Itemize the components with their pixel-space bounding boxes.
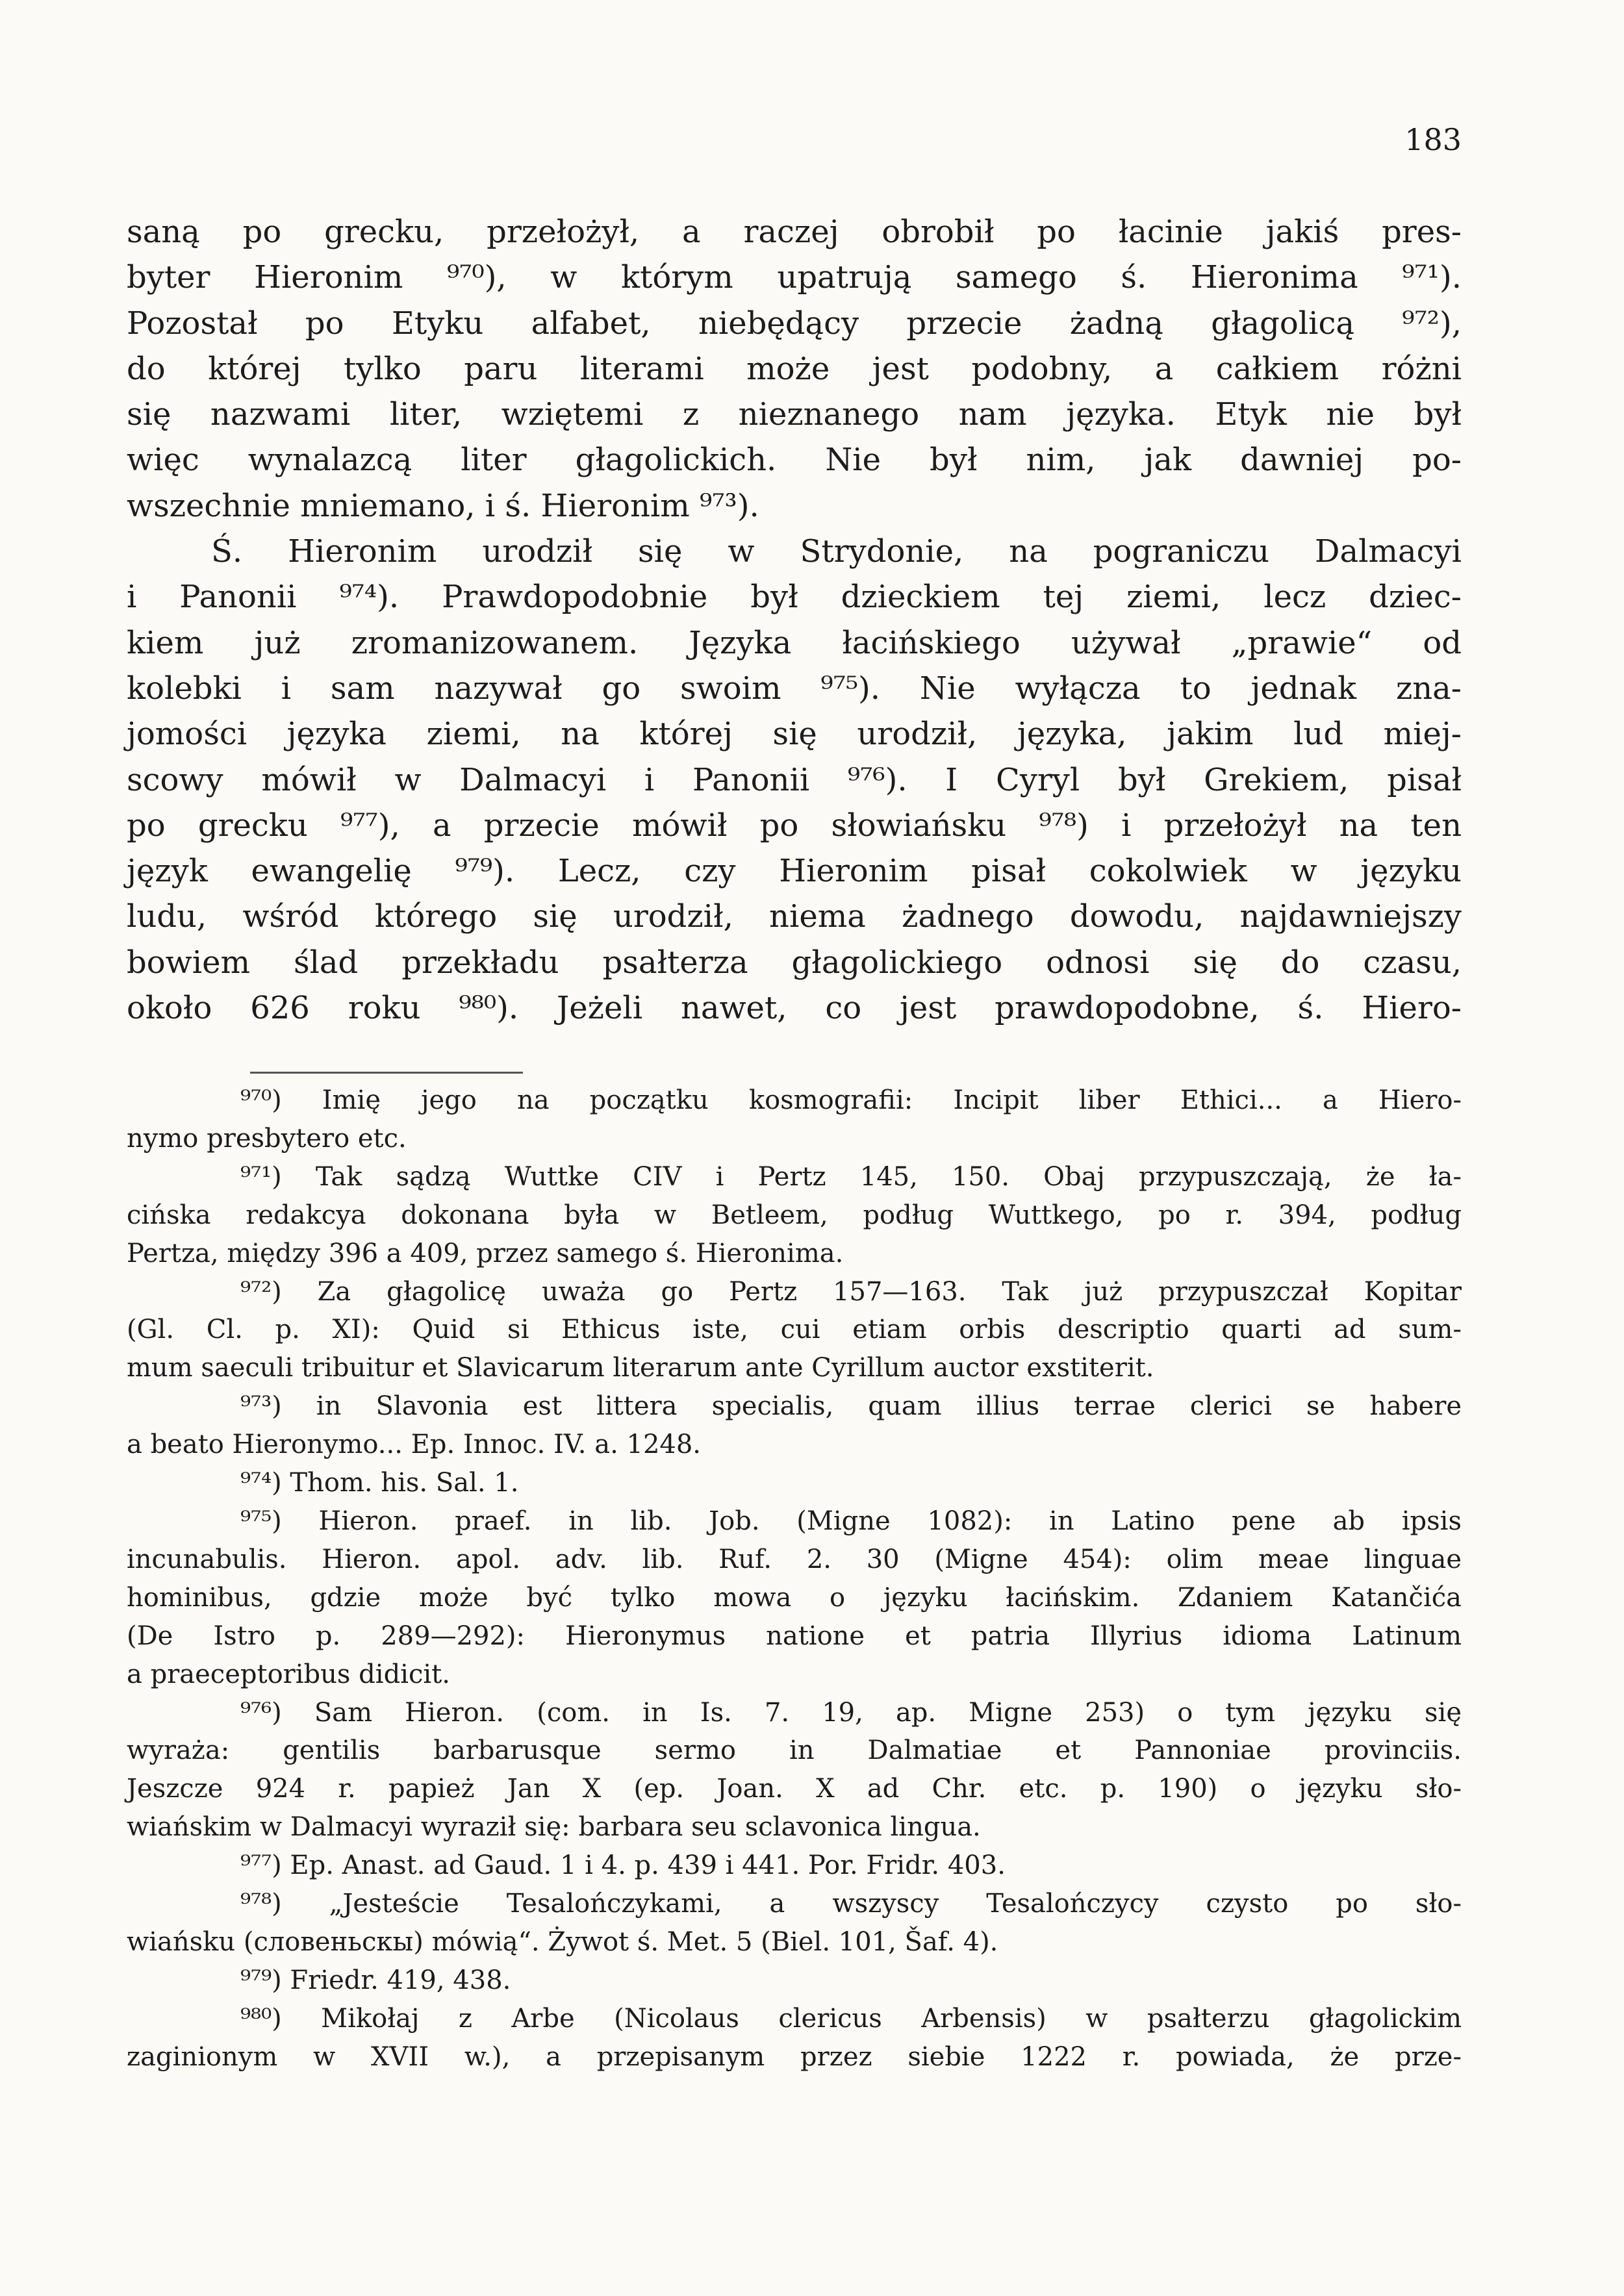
footnote-line: ⁹⁷⁹) Friedr. 419, 438. [240,1965,511,1995]
footnote-line: ⁹⁷¹) Tak sądzą Wuttke CIV i Pertz 145, 150. Obaj przypuszczają, że ła- [240,1161,1462,1192]
text-line: do której tylko paru literami może jest podobny, a całkiem różni [127,350,1462,387]
text-line: po grecku ⁹⁷⁷), a przecie mówił po słowiańsku ⁹⁷⁸) i przełożył na ten [127,807,1462,844]
footnote-line: ⁹⁷⁵) Hieron. praef. in lib. Job. (Migne 1082): in Latino pene ab ipsis [240,1506,1462,1536]
text-line: ludu, wśród którego się urodził, niema żadnego dowodu, najdawniejszy [127,898,1462,935]
footnote-line: Jeszcze 924 r. papież Jan X (ep. Joan. X ad Chr. etc. p. 190) o języku sło- [127,1774,1462,1804]
text-line: Pozostał po Etyku alfabet, niebędący przecie żadną głagolicą ⁹⁷²), [127,305,1462,342]
footnote-line: cińska redakcya dokonana była w Betleem, podług Wuttkego, po r. 394, podług [127,1200,1462,1230]
text-line: bowiem ślad przekładu psałterza głagolickiego odnosi się do czasu, [127,944,1462,981]
footnote-line: ⁹⁷⁸) „Jesteście Tesalończykami, a wszyscy Tesalończycy czysto po sło- [240,1889,1462,1919]
footnote-line: ⁹⁷⁶) Sam Hieron. (com. in Is. 7. 19, ap. Migne 253) o tym języku się [240,1697,1462,1728]
text-line: kolebki i sam nazywał go swoim ⁹⁷⁵). Nie wyłącza to jednak zna- [127,670,1462,707]
footnote-line: mum saeculi tribuitur et Slavicarum literarum ante Cyrillum auctor exstiterit. [127,1353,1154,1383]
text-line: około 626 roku ⁹⁸⁰). Jeżeli nawet, co jest prawdopodobne, ś. Hiero- [127,990,1462,1027]
footnote-line: a beato Hieronymo... Ep. Innoc. IV. a. 1248. [127,1430,702,1460]
text-line: jomości języka ziemi, na której się urodził, języka, jakim lud miej- [127,716,1462,753]
text-line: scowy mówił w Dalmacyi i Panonii ⁹⁷⁶). I Cyryl był Grekiem, pisał [127,761,1462,798]
text-line: saną po grecku, przełożył, a raczej obrobił po łacinie jakiś pres- [127,214,1462,250]
footnote-line: ⁹⁷³) in Slavonia est littera specialis, quam illius terrae clerici se habere [240,1391,1462,1422]
footnote-line: (De Istro p. 289—292): Hieronymus natione et patria Illyrius idioma Latinum [127,1621,1462,1651]
footnote-line: ⁹⁸⁰) Mikołaj z Arbe (Nicolaus clericus Arbensis) w psałterzu głagolickim [240,2003,1462,2034]
text-line: więc wynalazcą liter głagolickich. Nie był nim, jak dawniej po- [127,442,1462,479]
footnote-line: hominibus, gdzie może być tylko mowa o języku łacińskim. Zdaniem Katančića [127,1582,1462,1613]
footnote-line: a praeceptoribus didicit. [127,1659,450,1689]
footnote-line: nymo presbytero etc. [127,1123,407,1154]
footnote-separator [250,1072,523,1074]
footnote-line: ⁹⁷²) Za głagolicę uważa go Pertz 157—163. Tak już przypuszczał Kopitar [240,1276,1462,1307]
main-text [127,209,1462,1031]
footnotes [127,1081,1462,2076]
footnote-line: Pertza, między 396 a 409, przez samego ś. Hieronima. [127,1238,844,1268]
footnote-line: (Gl. Cl. p. XI): Quid si Ethicus iste, cui etiam orbis descriptio quarti ad sum- [127,1315,1462,1345]
text-line: i Panonii ⁹⁷⁴). Prawdopodobnie był dzieckiem tej ziemi, lecz dziec- [127,579,1462,616]
footnote-line: incunabulis. Hieron. apol. adv. lib. Ruf. 2. 30 (Migne 454): olim meae linguae [127,1544,1462,1574]
footnote-line: ⁹⁷⁷) Ep. Anast. ad Gaud. 1 i 4. p. 439 i 441. Por. Fridr. 403. [240,1850,1006,1881]
text-line: wszechnie mniemano, i ś. Hieronim ⁹⁷³). [127,487,759,524]
text-line: byter Hieronim ⁹⁷⁰), w którym upatrują samego ś. Hieronima ⁹⁷¹). [127,259,1462,296]
text-line: Ś. Hieronim urodził się w Strydonie, na pograniczu Dalmacyi [211,533,1462,570]
text-line: język ewangelię ⁹⁷⁹). Lecz, czy Hieronim pisał cokolwiek w języku [127,853,1462,890]
text-line: kiem już zromanizowanem. Języka łacińskiego używał „prawie“ od [127,624,1462,661]
footnote-line: ⁹⁷⁰) Imię jego na początku kosmografii: Incipit liber Ethici... a Hiero- [240,1085,1462,1115]
footnote-line: zaginionym w XVII w.), a przepisanym przez siebie 1222 r. powiada, że prze- [127,2041,1462,2072]
footnote-line: ⁹⁷⁴) Thom. his. Sal. 1. [240,1468,519,1498]
page-number: 183 [1404,122,1462,157]
footnote-line: wiańsku (словеньскы) mówią“. Żywot ś. Met. 5 (Biel. 101, Šaf. 4). [127,1926,998,1957]
footnote-line: wiańskim w Dalmacyi wyraził się: barbara seu sclavonica lingua. [127,1812,981,1843]
footnote-line: wyraża: gentilis barbarusque sermo in Dalmatiae et Pannoniae provinciis. [127,1735,1462,1766]
text-line: się nazwami liter, wziętemi z nieznanego nam języka. Etyk nie był [127,396,1462,433]
